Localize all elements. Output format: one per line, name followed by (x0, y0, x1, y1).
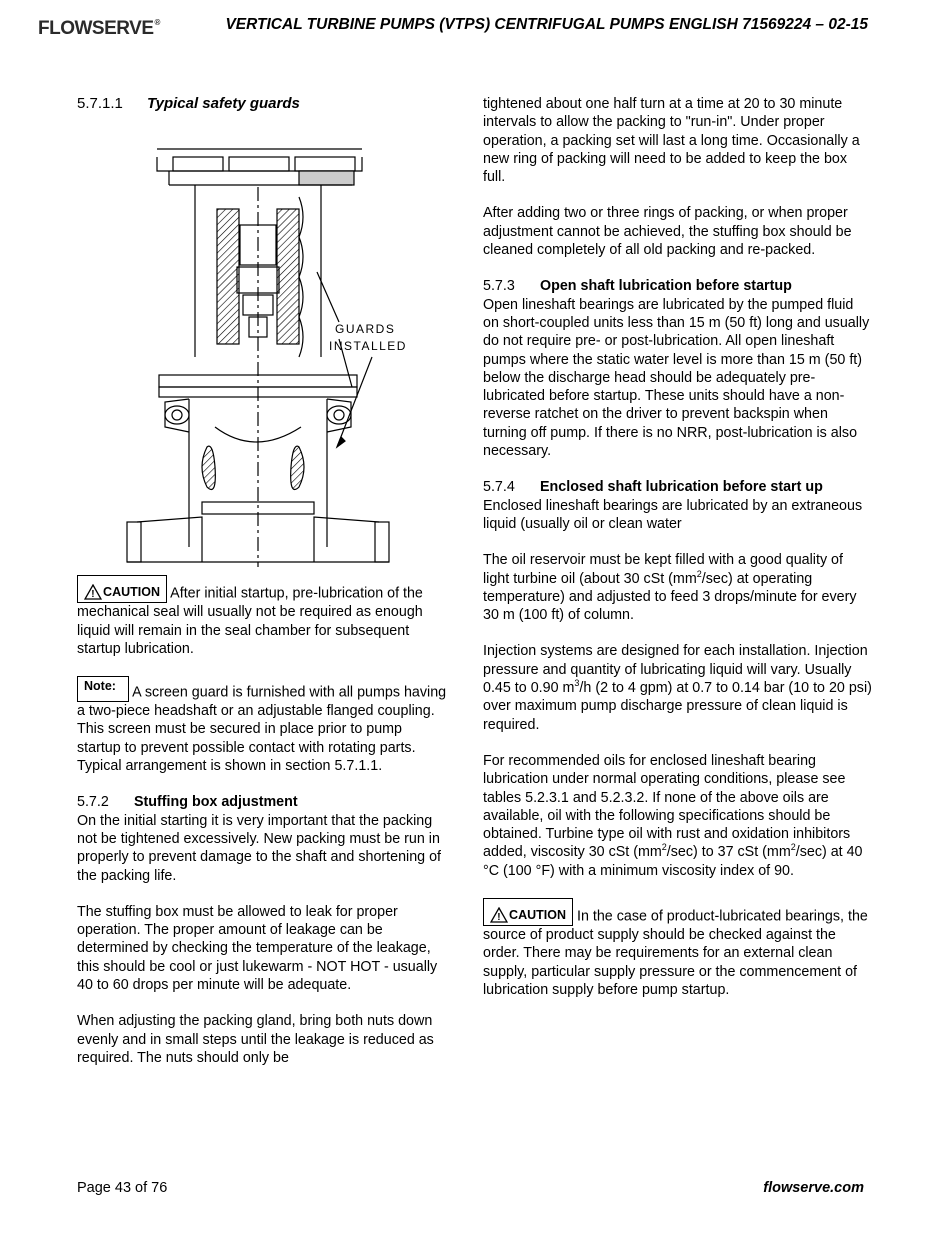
figure-label-guards: GUARDS (335, 322, 396, 337)
flowserve-logo: FLOWSERVE® (38, 18, 160, 39)
open-shaft-paragraph: Open lineshaft bearings are lubricated by the pumped fluid on short-coupled units less than 15 m (50 ft) long and usually do not require pre- or post-lubrication. All open lineshaft pumps where the static water level is more than 15 m (50 ft) below the discharge head should be adequately pre-lubricated before startup. These units should have a non-reverse ratchet on the driver to prevent backspin when turning off pump. If there is no NRR, post-lubrication is also necessary. (483, 296, 870, 460)
warning-triangle-icon (490, 907, 505, 923)
section-5-7-1-1-heading: 5.7.1.1 Typical safety guards (77, 95, 300, 112)
right-column (483, 95, 873, 999)
stuffing-box-paragraph-2: The stuffing box must be allowed to leak for proper operation. The proper amount of leakage can be determined by checking the temperature of the leakage, this should be cool or just lukewarm - NOT HOT - usually 40 to 60 drops per minute will be adequate. (77, 903, 438, 994)
stuffing-box-paragraph-3: When adjusting the packing gland, bring both nuts down evenly and in small steps until the leakage is reduced as required. The nuts should only be (77, 1013, 434, 1066)
oil-reservoir-paragraph: The oil reservoir must be kept filled with a good quality of light turbine oil (about 30 cSt $(mm^2/\sec)$ at operating temperature) and adjusted to feed 3 drops/minute for every 30 m (100 ft) of column. (483, 552, 857, 624)
pump-cross-section-drawing (77, 117, 449, 567)
svg-text:!: ! (497, 911, 501, 923)
svg-text:!: ! (91, 589, 95, 601)
header-title: VERTICAL TURBINE PUMPS (VTPS) CENTRIFUGAL PUMPS ENGLISH 71569224 – 02-15 (225, 16, 868, 33)
safety-guards-figure (77, 117, 449, 567)
page-header (38, 12, 868, 52)
note-paragraph: Note: A screen guard is furnished with all pumps having a two-piece headshaft or an adjustable flanged coupling. This screen must be secured in place prior to pump startup to prevent possible contact with rotating parts. Typical arrangement is shown in section 5.7.1.1. (77, 676, 449, 775)
caution-badge-right: ! CAUTION (483, 898, 573, 926)
packing-paragraph-2: After adding two or three rings of packing, or when proper adjustment cannot be achieved, the stuffing box should be cleaned completely of all old packing and re-packed. (483, 205, 852, 259)
section-5-7-4-heading: 5.7.4 Enclosed shaft lubrication before start up (483, 479, 823, 496)
warning-triangle-icon (84, 584, 99, 600)
caution-paragraph: ! CAUTION After initial startup, pre-lubrication of the mechanical seal will usually not be required as enough liquid will remain in the seal chamber for subsequent startup lubrication. (77, 575, 449, 658)
note-badge: Note: (77, 676, 129, 702)
website-link[interactable]: flowserve.com (763, 1180, 864, 1196)
figure-label-installed: INSTALLED (329, 339, 407, 354)
caution-badge: ! CAUTION (77, 575, 167, 603)
stuffing-box-paragraph-1: On the initial starting it is very important that the packing not be tightened excessively. New packing must be run in properly to prevent damage to the shaft and shortening of the packing life. (77, 812, 442, 884)
left-column (77, 95, 449, 1067)
section-5-7-2-heading: 5.7.2 Stuffing box adjustment (77, 794, 298, 811)
section-5-7-3-heading: 5.7.3 Open shaft lubrication before startup (483, 278, 792, 295)
page-number: Page 43 of 76 (77, 1180, 168, 1196)
injection-paragraph: Injection systems are designed for each installation. Injection pressure and quantity of lubricating liquid will vary. Usually 0.45 to 0.90 $m^3/h$ (2 to 4 gpm) at 0.7 to 0.14 bar (10 to 20 psi) over maximum pump discharge pressure of clean liquid is required. (483, 643, 872, 733)
packing-paragraph-1: tightened about one half turn at a time at 20 to 30 minute intervals to allow the packing to "run-in". Under proper operation, a packing set will last a long time. Occasionally a new ring of packing will need to be added to keep the box full. (483, 96, 860, 186)
caution-paragraph-right: ! CAUTION In the case of product-lubricated bearings, the source of product supply should be checked against the order. There may be requirements for an external clean supply, particular supply pressure or the commencement of lubrication supply before pump startup. (483, 898, 873, 999)
enclosed-shaft-paragraph: Enclosed lineshaft bearings are lubricated by an extraneous liquid (usually oil or clean water (483, 497, 863, 532)
recommended-oils-paragraph: For recommended oils for enclosed lineshaft bearing lubrication under normal operating conditions, please see tables 5.2.3.1 and 5.2.3.2. If none of the above oils are available, oil with the following specifications should be obtained. Turbine type oil with rust and oxidation inhibitors added, viscosity 30 cSt $(mm^2/\sec)$ to 37 cSt $(mm^2/\sec)$ at 40 °C (100 °F) with a minimum viscosity index of 90. (483, 752, 863, 879)
